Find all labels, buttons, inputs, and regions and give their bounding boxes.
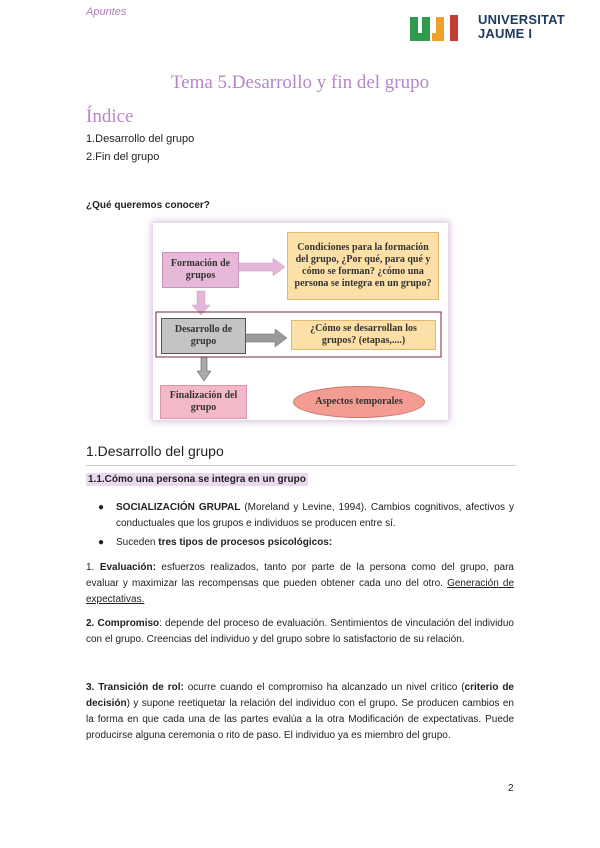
arrow-down-2: [197, 357, 211, 381]
paragraph-compromiso: 2. Compromiso: depende del proceso de evaluación. Sentimientos de vinculación del individuo con el grupo. Creencias del individuo y del grupo sobre lo satisfactorio de su relación.: [86, 618, 514, 645]
question-heading: ¿Qué queremos conocer?: [86, 200, 210, 211]
index-item-2: 2.Fin del grupo: [86, 151, 160, 163]
arrow-down-1: [192, 291, 210, 315]
university-logo: [410, 13, 580, 45]
bullet-2: ● Suceden tres tipos de procesos psicológicos:: [106, 535, 514, 551]
finalizacion-box: Finalización del grupo: [160, 385, 247, 419]
como-box: ¿Cómo se desarrollan los grupos? (etapas,....): [291, 320, 436, 350]
logo-line1: UNIVERSITAT: [478, 12, 565, 27]
page-title: Tema 5.Desarrollo y fin del grupo: [170, 72, 430, 93]
index-heading: Índice: [86, 106, 134, 127]
concept-diagram: [153, 223, 448, 420]
paragraph-transicion: 3. Transición de rol: ocurre cuando el compromiso ha alcanzado un nivel crítico (criterio de decisión) y supone reetiquetar la relación del individuo con el grupo. Se producen cambios en la forma en que cada una de las partes evalúa a la otra Modificación de expectativas. Puede producirse alguna ceremonia o rito de paso. El individuo ya es miembro del grupo.: [86, 682, 514, 741]
bullet-dot-icon: ●: [98, 537, 105, 548]
header-label: Apuntes: [86, 6, 127, 18]
index-item-1: 1.Desarrollo del grupo: [86, 133, 195, 145]
desarrollo-box: Desarrollo de grupo: [161, 318, 246, 354]
bullet-1: ● SOCIALIZACIÓN GRUPAL (Moreland y Levine, 1994). Cambios cognitivos, afectivos y conductuales que los grupos e individuos se producen entre sí.: [98, 502, 514, 529]
section-heading: 1.Desarrollo del grupo: [86, 443, 224, 459]
page-number: 2: [508, 783, 514, 794]
logo-line2: JAUME I: [478, 26, 533, 41]
uji-logo-icon: [410, 13, 474, 45]
formacion-box: Formación de grupos: [162, 252, 239, 288]
aspectos-ellipse: Aspectos temporales: [293, 386, 425, 418]
paragraph-evaluacion: 1. Evaluación: esfuerzos realizados, tanto por parte de la persona como del grupo, para evaluar y maximizar las recompensas que pueden obtener cada uno del otro. Generación de expectativas.: [86, 562, 515, 605]
bullet-dot-icon: ●: [98, 502, 105, 513]
section-rule: [86, 465, 516, 466]
arrow-right-2: [245, 329, 287, 347]
subsection-heading: 1.1.Cómo una persona se integra en un grupo: [88, 474, 306, 485]
arrow-right-1: [238, 258, 285, 276]
condiciones-box: Condiciones para la formación del grupo, ¿Por qué, para qué y cómo se forman? ¿cómo una persona se integra en un grupo?: [287, 232, 439, 300]
